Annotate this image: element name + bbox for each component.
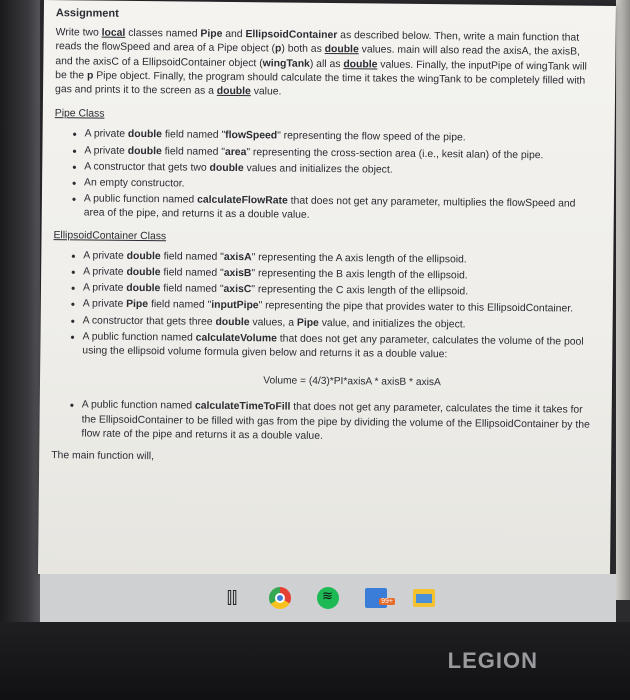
text-run: A public function named xyxy=(83,193,198,206)
text-run: " representing the C axis length of the ellipsoid. xyxy=(251,284,469,298)
emphasis-text: double xyxy=(209,162,244,174)
text-run: values. Finally, the inputPipe of wingTank will be the xyxy=(55,59,587,82)
text-run: A constructor that gets two xyxy=(84,161,210,174)
text-run: " representing the B axis length of the ellipsoid. xyxy=(251,268,468,282)
ellipsoid-class-list-2 xyxy=(51,399,591,447)
pipe-class-title: Pipe Class xyxy=(54,108,105,120)
text-run: " representing the pipe that provides water to this EllipsoidContainer. xyxy=(258,300,574,316)
emphasis-text: double xyxy=(343,58,378,71)
emphasis-text: double xyxy=(216,85,251,98)
text-run: " representing the cross-section area (i.e., kesit alan) of the pipe. xyxy=(246,146,544,161)
pipe-class-list xyxy=(54,128,595,227)
emphasis-text: double xyxy=(126,250,161,263)
text-run: Pipe object. Finally, the program should calculate the time it takes the wingTank to be completely filled with gas and prints it to the screen as a xyxy=(55,70,586,97)
emphasis-text: double xyxy=(324,44,359,56)
text-run: An empty constructor. xyxy=(84,177,185,190)
emphasis-text: flowSpeed xyxy=(225,130,278,142)
emphasis-text: Pipe xyxy=(126,299,149,311)
text-run: values. main will also read the axisA, the axisB, and the axisC of a EllipsoidContainer object ( xyxy=(55,44,581,69)
emphasis-text: double xyxy=(215,316,250,328)
emphasis-text: calculateVolume xyxy=(195,332,277,345)
text-run: values and initializes the object. xyxy=(243,162,393,176)
volume-formula: Volume = (4/3)*PI*axisA * axisB * axisA xyxy=(263,375,441,389)
emphasis-text: wingTank xyxy=(262,57,310,70)
brand-logo: LEGION xyxy=(447,648,538,673)
file-explorer-icon[interactable] xyxy=(411,585,437,611)
emphasis-text: axisA xyxy=(223,251,252,264)
emphasis-text: double xyxy=(126,266,161,279)
text-run: field named " xyxy=(160,283,224,296)
text-run: A constructor that gets three xyxy=(82,315,216,328)
text-run: ) all as xyxy=(309,58,344,70)
emphasis-text: double xyxy=(127,129,163,141)
text-run: " representing the flow speed of the pipe. xyxy=(277,130,466,144)
text-run: A private xyxy=(83,266,127,278)
text-run: A public function named xyxy=(82,331,196,344)
text-run: Write two xyxy=(55,27,102,39)
ellipsoid-class-title: EllipsoidContainer Class xyxy=(53,229,167,242)
assignment-document xyxy=(38,0,616,580)
text-run: value. xyxy=(250,86,282,98)
text-run: A private xyxy=(84,128,128,141)
text-run: that does not get any parameter, calculates the time it takes for the EllipsoidContainer to be filled with gas from the pipe by dividing the volume of the EllipsoidContainer by the flow rate of the pipe and returns it as a double value. xyxy=(81,402,590,442)
text-run: and xyxy=(222,29,246,41)
store-icon[interactable] xyxy=(363,585,389,611)
emphasis-text: axisC xyxy=(223,284,252,296)
task-view-icon[interactable]: ⫿⫿ xyxy=(226,588,238,607)
ellipsoid-class-list xyxy=(52,249,593,364)
assignment-intro xyxy=(55,26,596,103)
list-item xyxy=(84,193,594,227)
emphasis-text: p xyxy=(86,70,94,82)
emphasis-text: Pipe xyxy=(296,317,319,329)
text-run: field named " xyxy=(160,267,224,279)
text-run: field named " xyxy=(160,251,224,263)
main-function-intro: The main function will, xyxy=(51,450,155,463)
emphasis-text: inputPipe xyxy=(211,300,259,312)
list-item xyxy=(81,399,591,447)
text-run: ) both as xyxy=(281,43,325,56)
emphasis-text: p xyxy=(274,43,282,55)
text-run: A private xyxy=(82,282,127,295)
emphasis-text: calculateTimeToFill xyxy=(194,401,291,414)
text-run: " representing the A axis length of the ellipsoid. xyxy=(251,252,467,266)
text-run: A private xyxy=(84,145,128,157)
text-run: values, a xyxy=(249,316,297,329)
document-content xyxy=(51,6,596,479)
monitor-bezel-left xyxy=(0,0,40,700)
emphasis-text: double xyxy=(127,145,162,157)
emphasis-text: calculateFlowRate xyxy=(197,194,288,207)
text-run: A private xyxy=(82,298,127,311)
spotify-icon[interactable] xyxy=(315,585,341,611)
windows-taskbar xyxy=(40,574,616,622)
text-run: classes named xyxy=(125,28,201,40)
text-run: that does not get any parameter, multiplies the flowSpeed and area of the pipe, and returns it as a double value. xyxy=(83,195,576,222)
assignment-heading: Assignment xyxy=(55,7,119,20)
text-run: value, and initializes the object. xyxy=(318,317,466,331)
text-run: that does not get any parameter, calculates the volume of the pool using the ellipsoid volume formula given below and returns it as a double value: xyxy=(82,333,584,361)
emphasis-text: double xyxy=(126,283,161,295)
text-run: A private xyxy=(83,250,127,262)
chrome-icon[interactable] xyxy=(267,585,293,611)
emphasis-text: Pipe xyxy=(200,28,223,41)
emphasis-text: local xyxy=(101,27,126,40)
list-item xyxy=(82,330,592,364)
text-run: field named " xyxy=(148,299,212,312)
emphasis-text: area xyxy=(224,146,247,158)
text-run: as described below. Then, write a main function that reads the flowSpeed and area of a Pipe object ( xyxy=(55,30,580,55)
emphasis-text: EllipsoidContainer xyxy=(245,29,338,42)
text-run: A public function named xyxy=(81,399,196,413)
monitor-bezel-right xyxy=(616,0,630,600)
text-run: field named " xyxy=(161,145,226,158)
text-run: field named " xyxy=(161,129,226,142)
emphasis-text: axisB xyxy=(223,267,252,280)
